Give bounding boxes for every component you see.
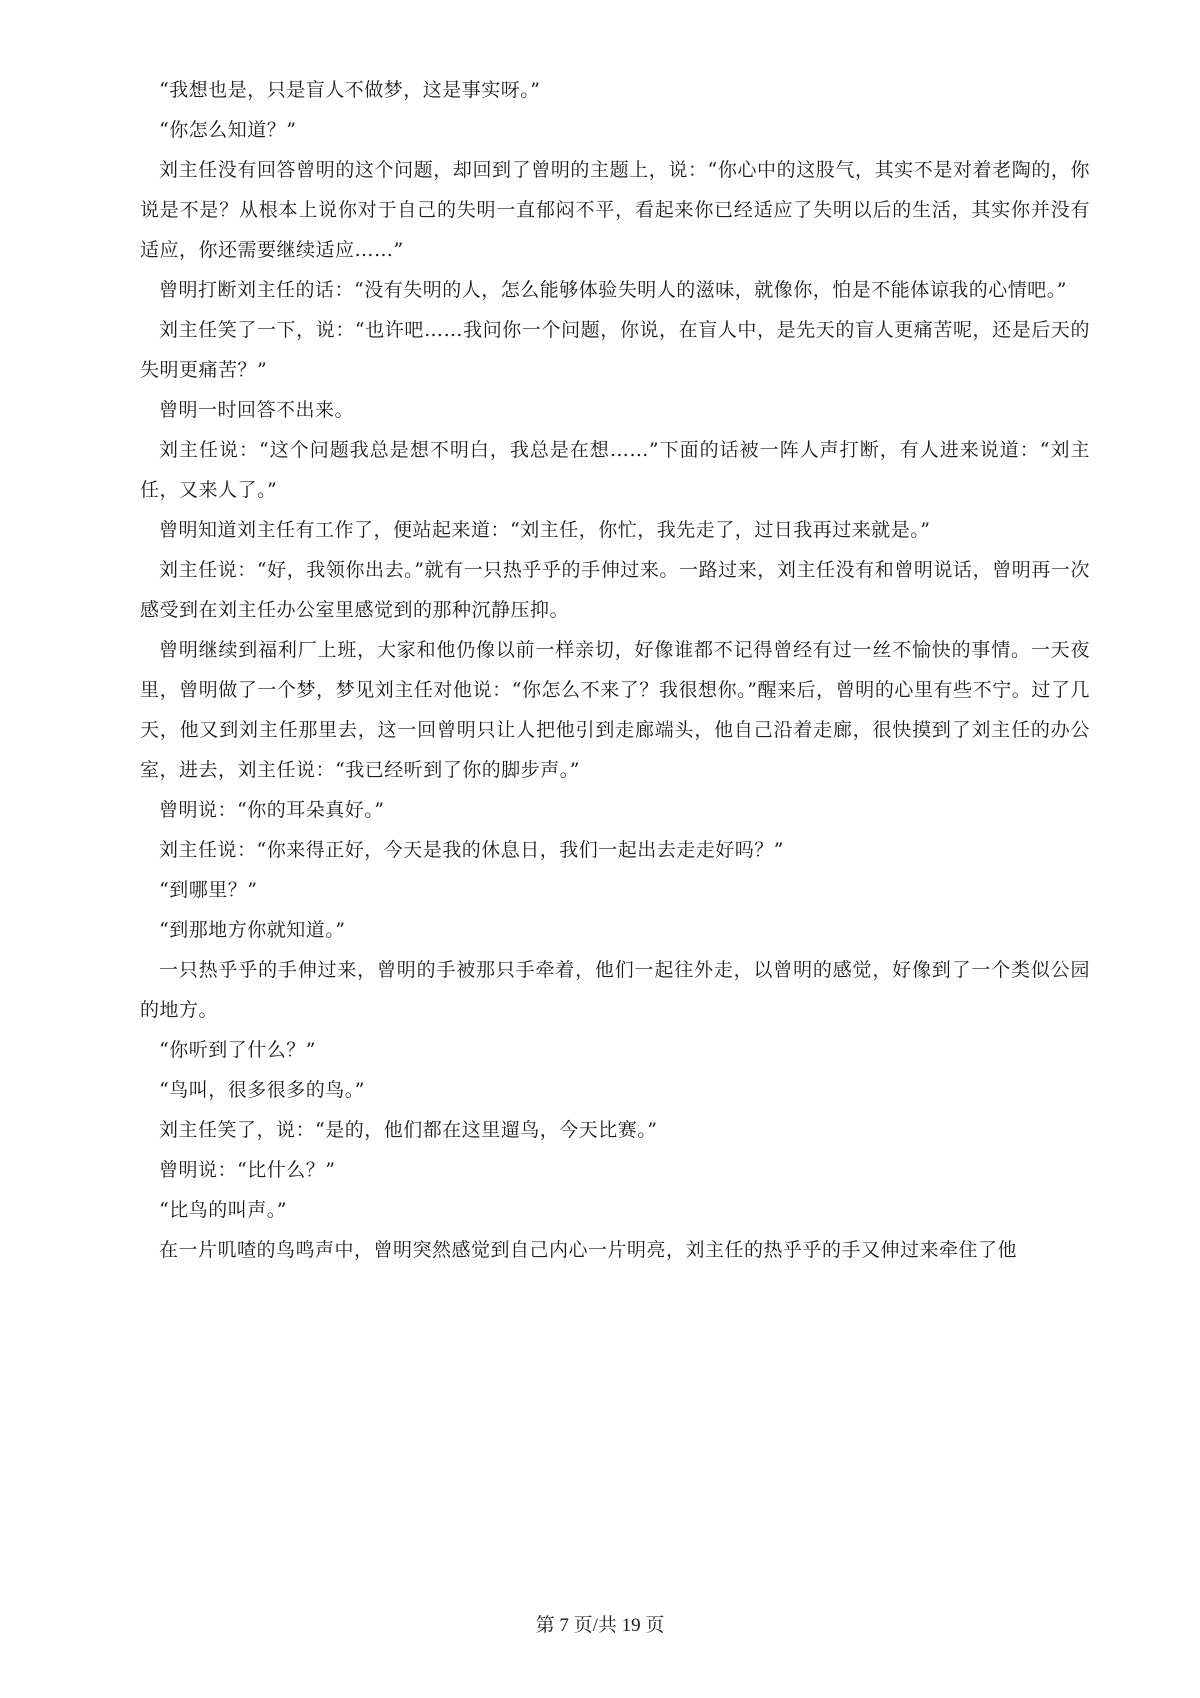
- paragraph-15: 一只热乎乎的手伸过来，曾明的手被那只手牵着，他们一起往外走，以曾明的感觉，好像到了一个类似公园的地方。: [140, 959, 1090, 1021]
- paragraph-11: 曾明说：“你的耳朵真好。”: [159, 799, 385, 821]
- paragraph-17: “鸟叫，很多很多的鸟。”: [159, 1079, 365, 1101]
- paragraph-14: “到那地方你就知道。”: [159, 919, 346, 941]
- paragraph-16: “你听到了什么？”: [159, 1039, 316, 1061]
- paragraph-2: “你怎么知道？”: [159, 119, 297, 141]
- paragraph-9: 刘主任说：“好，我领你出去。”就有一只热乎乎的手伸过来。一路过来，刘主任没有和曾明说话，曾明再一次感受到在刘主任办公室里感觉到的那种沉静压抑。: [140, 559, 1090, 621]
- paragraph-21: 在一片叽喳的鸟鸣声中，曾明突然感觉到自己内心一片明亮，刘主任的热乎乎的手又伸过来牵住了他: [159, 1239, 1018, 1261]
- paragraph-20: “比鸟的叫声。”: [159, 1199, 287, 1221]
- paragraph-8: 曾明知道刘主任有工作了，便站起来道：“刘主任，你忙，我先走了，过日我再过来就是。”: [159, 519, 931, 541]
- page-number: 第 7 页/共 19 页: [535, 1615, 665, 1636]
- paragraph-1: “我想也是，只是盲人不做梦，这是事实呀。”: [159, 79, 541, 101]
- paragraph-19: 曾明说：“比什么？”: [159, 1159, 336, 1181]
- paragraph-3: 刘主任没有回答曾明的这个问题，却回到了曾明的主题上，说：“你心中的这股气，其实不是对着老陶的，你说是不是？从根本上说你对于自己的失明一直郁闷不平，看起来你已经适应了失明以后的生活，其实你并没有适应，你还需要继续适应……”: [140, 159, 1090, 261]
- paragraph-5: 刘主任笑了一下，说：“也许吧……我问你一个问题，你说，在盲人中，是先天的盲人更痛苦呢，还是后天的失明更痛苦？”: [140, 319, 1090, 381]
- paragraph-12: 刘主任说：“你来得正好，今天是我的休息日，我们一起出去走走好吗？”: [159, 839, 784, 861]
- paragraph-13: “到哪里？”: [159, 879, 258, 901]
- paragraph-4: 曾明打断刘主任的话：“没有失明的人，怎么能够体验失明人的滋味，就像你，怕是不能体谅我的心情吧。”: [159, 279, 1067, 301]
- story-text: [140, 70, 1090, 1270]
- paragraph-18: 刘主任笑了，说：“是的，他们都在这里遛鸟，今天比赛。”: [159, 1119, 658, 1141]
- paragraph-7: 刘主任说：“这个问题我总是想不明白，我总是在想……”下面的话被一阵人声打断，有人进来说道：“刘主任，又来人了。”: [140, 439, 1090, 501]
- paragraph-6: 曾明一时回答不出来。: [159, 399, 355, 421]
- paragraph-10: 曾明继续到福利厂上班，大家和他仍像以前一样亲切，好像谁都不记得曾经有过一丝不愉快的事情。一天夜里，曾明做了一个梦，梦见刘主任对他说：“你怎么不来了？我很想你。”醒来后，曾明的心里有些不宁。过了几天，他又到刘主任那里去，这一回曾明只让人把他引到走廊端头，他自己沿着走廊，很快摸到了刘主任的办公室，进去，刘主任说：“我已经听到了你的脚步声。”: [140, 639, 1090, 781]
